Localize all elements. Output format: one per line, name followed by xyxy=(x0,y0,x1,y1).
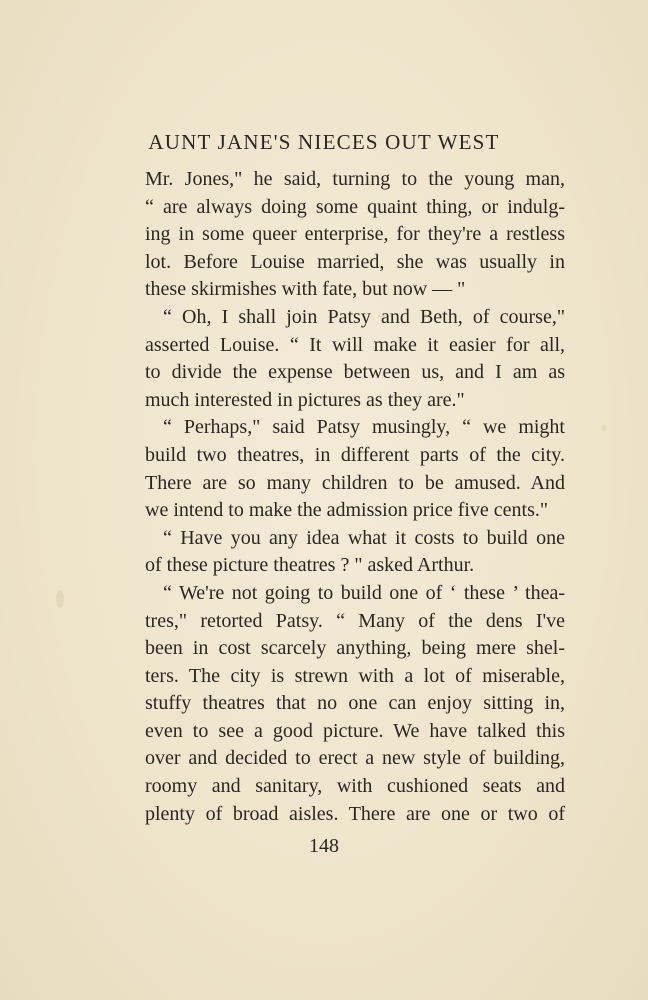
running-head: AUNT JANE'S NIECES OUT WEST xyxy=(148,130,500,154)
page-number: 148 xyxy=(309,835,339,857)
text-line: “ are always doing some quaint thing, or indulg- xyxy=(145,195,565,218)
text-line: ters. The city is strewn with a lot of miserable, xyxy=(145,664,565,687)
text-line: much interested in pictures as they are." xyxy=(145,388,465,411)
paper-stain xyxy=(602,425,606,431)
text-line: build two theatres, in different parts of the city. xyxy=(145,443,565,466)
text-line: ing in some queer enterprise, for they're a restless xyxy=(145,223,565,246)
text-line: even to see a good picture. We have talked this xyxy=(145,719,565,742)
text-line: asserted Louise. “ It will make it easier for all, xyxy=(145,333,565,356)
text-line: Mr. Jones," he said, turning to the young man, xyxy=(145,168,565,190)
text-line: over and decided to erect a new style of building, xyxy=(145,747,565,770)
paper-stain xyxy=(56,590,64,608)
text-line: “ Perhaps," said Patsy musingly, “ we might xyxy=(163,416,565,439)
text-line: to divide the expense between us, and I am as xyxy=(145,361,565,384)
text-line: “ Have you any idea what it costs to build one xyxy=(163,526,565,549)
text-line: lot. Before Louise married, she was usually in xyxy=(145,250,565,273)
text-line: “ Oh, I shall join Patsy and Beth, of course," xyxy=(163,305,565,328)
text-line: tres," retorted Patsy. “ Many of the dens I've xyxy=(145,609,565,632)
text-line: these skirmishes with fate, but now — " xyxy=(145,278,466,301)
text-line: we intend to make the admission price five cents." xyxy=(145,499,549,522)
text-line: There are so many children to be amused. And xyxy=(145,471,565,494)
body-text xyxy=(145,166,565,828)
text-line: of these picture theatres ? " asked Arthur. xyxy=(145,554,475,577)
text-line: roomy and sanitary, with cushioned seats and xyxy=(145,775,565,798)
text-line: plenty of broad aisles. There are one or two of xyxy=(145,802,565,825)
text-line: stuffy theatres that no one can enjoy sitting in, xyxy=(145,692,565,715)
text-line: “ We're not going to build one of ‘ these ’ thea- xyxy=(163,581,565,604)
text-line: been in cost scarcely anything, being mere shel- xyxy=(145,637,565,660)
